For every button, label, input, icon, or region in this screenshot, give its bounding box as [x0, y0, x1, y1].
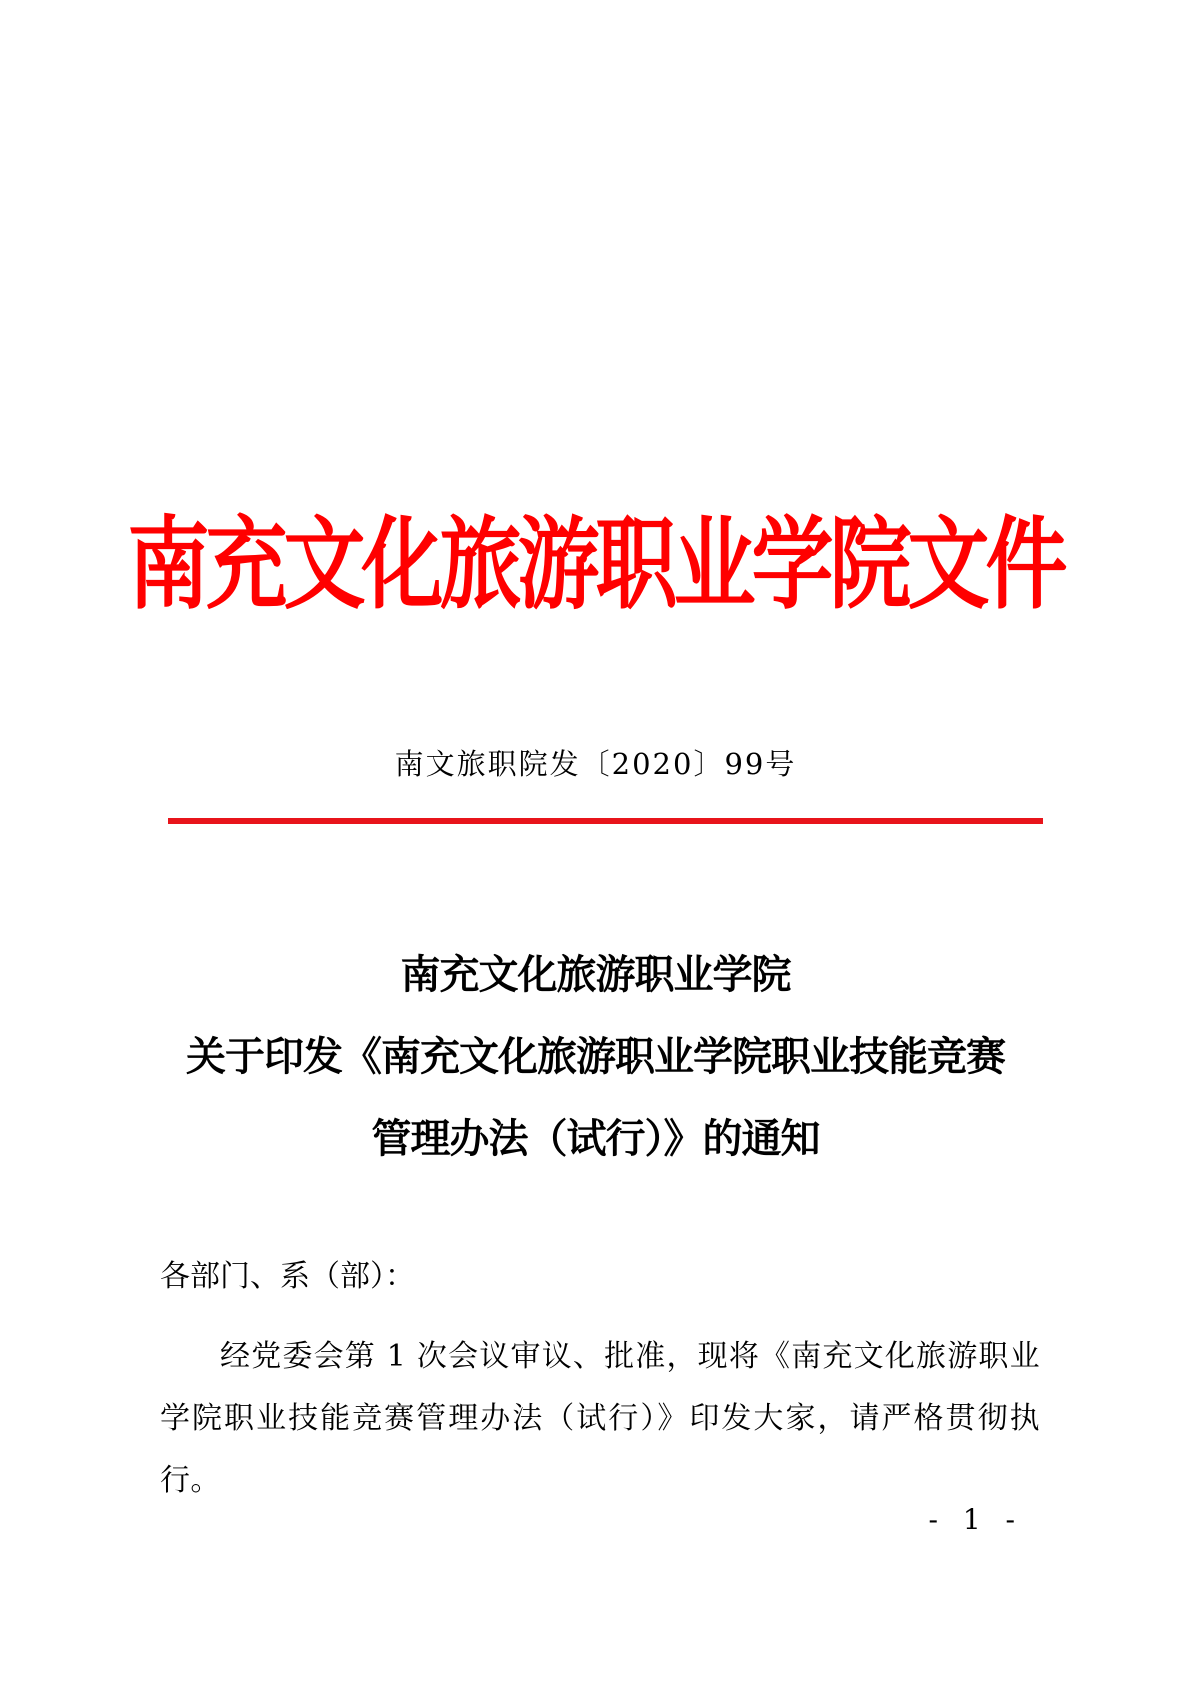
notice-title [130, 934, 1061, 1180]
body-paragraph: 经党委会第 1 次会议审议、批准，现将《南充文化旅游职业学院职业技能竞赛管理办法（试行）》印发大家，请严格贯彻执行。 [160, 1339, 1040, 1498]
red-divider-line [168, 818, 1043, 824]
page-number: - 1 - [928, 1503, 1023, 1536]
salutation: 各部门、系（部）： [160, 1259, 415, 1294]
document-number: 南文旅职院发〔2020〕99号 [394, 747, 797, 781]
notice-title-line-1: 南充文化旅游职业学院 [400, 952, 791, 998]
notice-title-line-3: 管理办法（试行）》的通知 [371, 1116, 820, 1162]
issuing-organization-title: 南充文化旅游职业学院文件 [127, 507, 1064, 624]
notice-title-line-2: 关于印发《南充文化旅游职业学院职业技能竞赛 [186, 1034, 1005, 1080]
